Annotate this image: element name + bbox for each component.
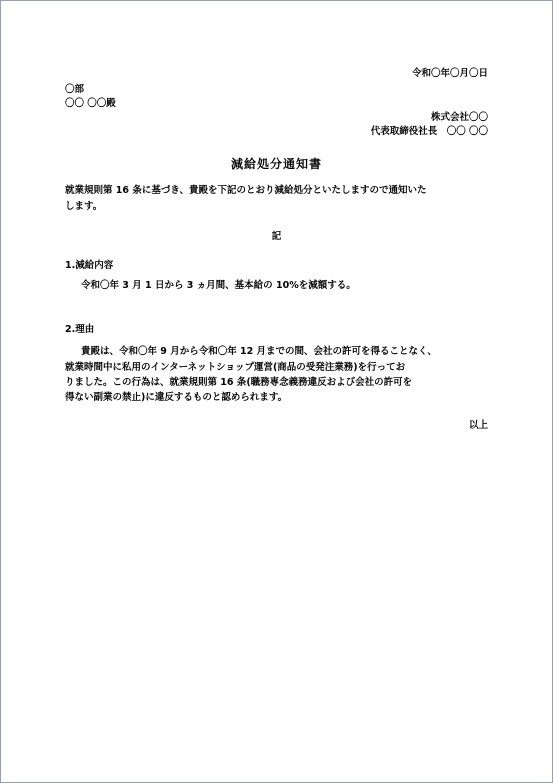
recipient-name: 〇〇 〇〇殿 [65,98,116,109]
section-1-heading: 1.減給内容 [65,260,114,271]
section-2-line-1: 貴殿は、令和〇年 9 月から令和〇年 12 月までの間、会社の許可を得ることなく、 [81,346,437,357]
section-2-line-3: りました。この行為は、就業規則第 16 条(職務専念義務違反および会社の許可を [65,377,413,388]
document-title: 減給処分通知書 [230,157,322,171]
closing-text: 以上 [468,420,488,431]
intro-text-line-1: 就業規則第 16 条に基づき、貴殿を下記のとおり減給処分といたしますので通知いた [65,185,427,196]
section-1-body: 令和〇年 3 月 1 日から 3 ヵ月間、基本給の 10%を減額する。 [81,280,356,291]
representative-name: 代表取締役社長 〇〇 〇〇 [370,126,488,137]
document-date: 令和〇年〇月〇日 [411,68,488,79]
section-2-heading: 2.理由 [65,324,95,335]
section-2-line-2: 就業時間中に私用のインターネットショップ運営(商品の受発注業務)を行ってお [65,362,406,373]
ki-heading: 記 [271,231,282,242]
company-name: 株式会社〇〇 [430,112,488,123]
recipient-department: 〇部 [65,84,85,95]
section-2-line-4: 得ない副業の禁止)に違反するものと認められます。 [65,392,288,403]
intro-text-line-2: します。 [65,201,103,212]
